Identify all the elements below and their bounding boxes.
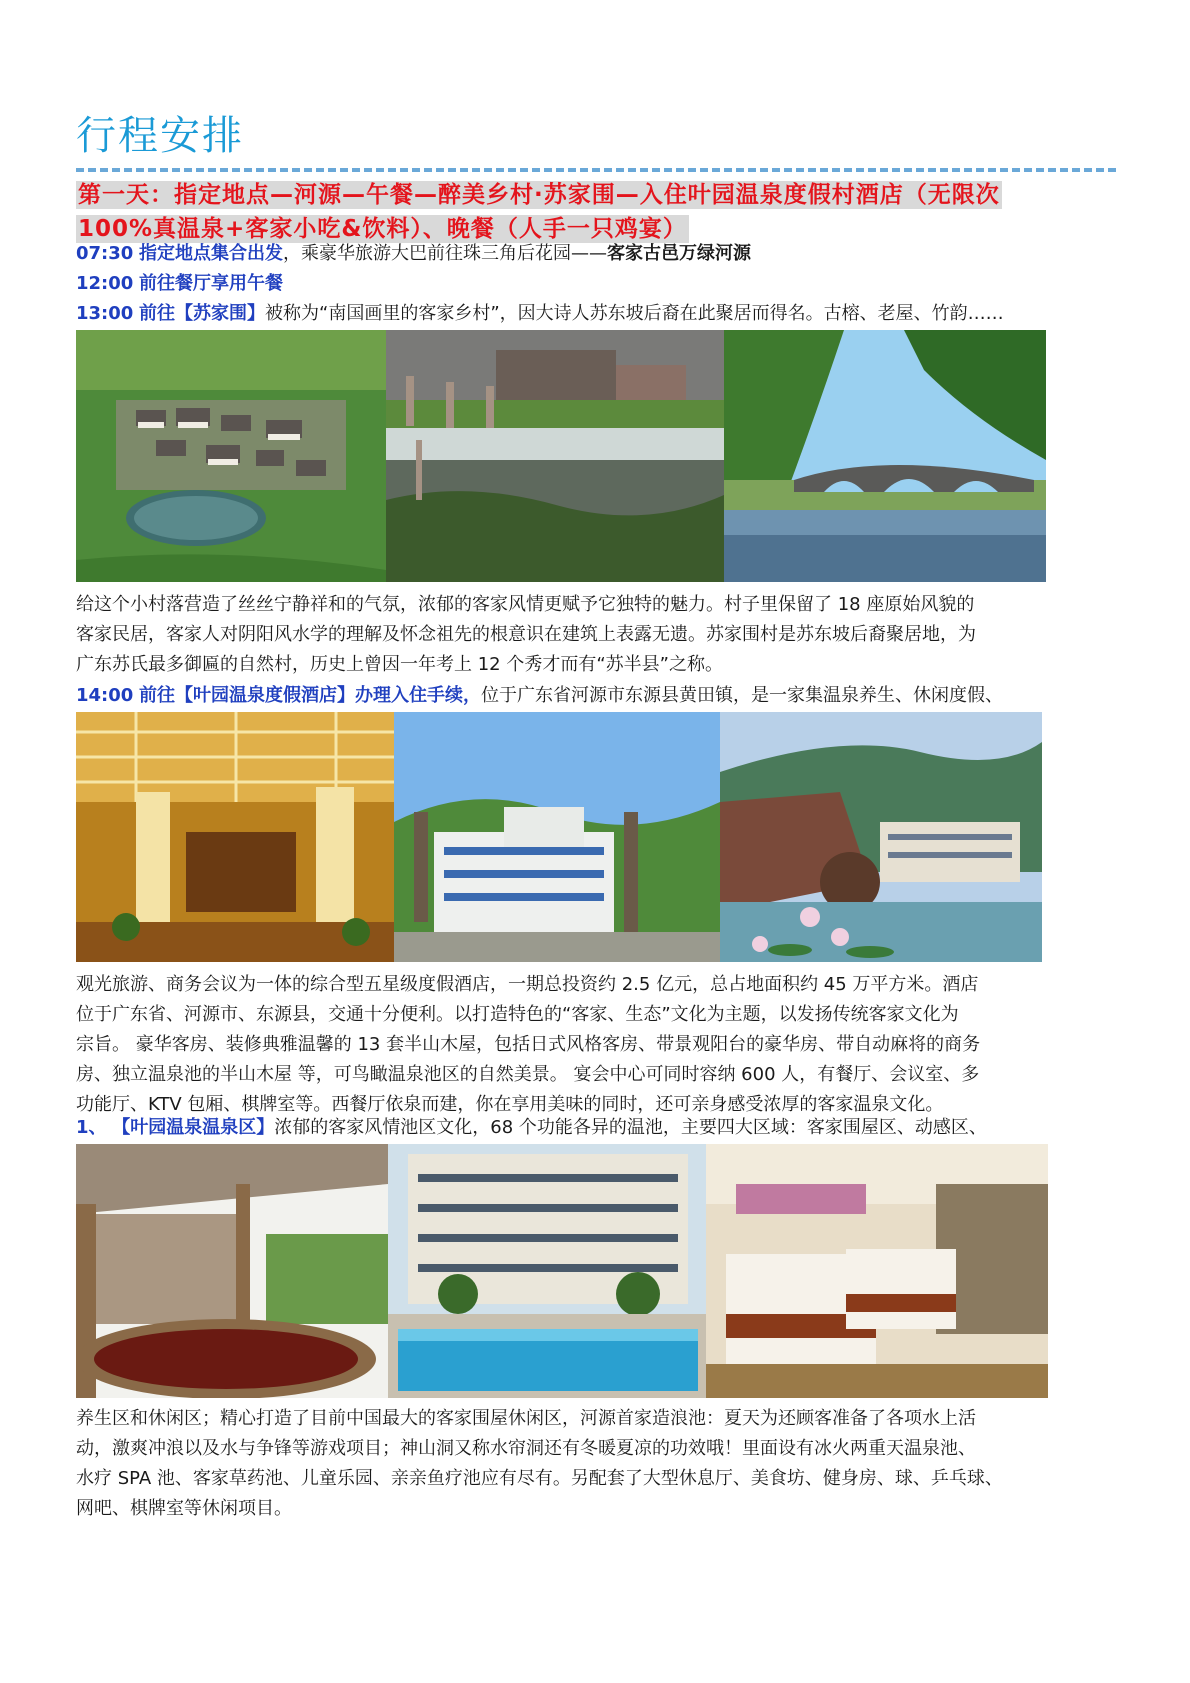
paragraph-line: 位于广东省、河源市、东源县，交通十分便利。以打造特色的“客家、生态”文化为主题，以发扬传统客家文化为	[76, 1004, 959, 1025]
time-label: 12:00	[76, 273, 134, 294]
outdoor-swimming-pool-photo	[388, 1144, 706, 1398]
item-title: 前往【叶园温泉度假酒店】办理入住手续，	[139, 685, 482, 706]
itinerary-0730	[76, 240, 1136, 268]
paragraph-line: 功能厅、KTV 包厢、棋牌室等。西餐厅依泉而建，你在享用美味的同时，还可亲身感受浓厚的客家温泉文化。	[76, 1094, 944, 1115]
village-pond-reflection-photo	[386, 330, 724, 582]
day1-heading	[76, 178, 1116, 246]
day1-heading-line2: 100%真温泉+客家小吃&饮料）、晚餐（人手一只鸡宴）	[78, 216, 687, 242]
paragraph-line: 给这个小村落营造了丝丝宁静祥和的气氛，浓郁的客家风情更赋予它独特的魅力。村子里保留了 18 座原始风貌的	[76, 594, 975, 615]
village-aerial-photo	[76, 330, 386, 582]
paragraph-line: 广东苏氏最多御匾的自然村，历史上曾因一年考上 12 个秀才而有“苏半县”之称。	[76, 654, 723, 675]
item-text: ，乘豪华旅游大巴前往珠三角后花园——	[283, 243, 608, 264]
guest-room-photo	[706, 1144, 1048, 1398]
paragraph-line: 养生区和休闲区；精心打造了目前中国最大的客家围屋休闲区，河源首家造浪池：夏天为还顾客准备了各项水上活	[76, 1408, 976, 1429]
paragraph-line: 观光旅游、商务会议为一体的综合型五星级度假酒店，一期总投资约 2.5 亿元，总占地面积约 45 万平方米。酒店	[76, 974, 979, 995]
item-highlight: 客家古邑万绿河源	[607, 243, 752, 264]
paragraph-line: 水疗 SPA 池、客家草药池、儿童乐园、亲亲鱼疗池应有尽有。另配套了大型休息厅、美食坊、健身房、球、乒乓球、	[76, 1468, 1003, 1489]
paragraph-line: 客家民居，客家人对阴阳风水学的理解及怀念祖先的根意识在建筑上表露无遗。苏家围村是苏东坡后裔聚居地，为	[76, 624, 976, 645]
page-title: 行程安排	[76, 113, 244, 159]
item-title: 前往餐厅享用午餐	[139, 273, 284, 294]
item-title: 前往【苏家围】	[139, 303, 266, 324]
stone-bridge-river-photo	[724, 330, 1046, 582]
section-number: 1、	[76, 1117, 107, 1138]
hotel-photo-row	[76, 712, 1128, 962]
item-title: 指定地点集合出发	[139, 243, 284, 264]
hotel-lobby-photo	[76, 712, 394, 962]
hotel-exterior-photo	[394, 712, 720, 962]
paragraph-line: 网吧、棋牌室等休闲项目。	[76, 1498, 292, 1519]
hotel-description	[76, 970, 1136, 1120]
day1-heading-line1: 第一天：指定地点—河源—午餐—醉美乡村·苏家围—入住叶园温泉度假村酒店（无限次	[78, 182, 1000, 208]
wooden-hot-spring-pool-photo	[76, 1144, 388, 1398]
item-text: 位于广东省河源市东源县黄田镇，是一家集温泉养生、休闲度假、	[481, 685, 1004, 706]
time-label: 14:00	[76, 685, 134, 706]
itinerary-1300	[76, 300, 1136, 328]
time-label: 13:00	[76, 303, 134, 324]
section-text: 浓郁的客家风情池区文化，68 个功能各异的温池，主要四大区域：客家围屋区、动感区、	[274, 1117, 987, 1138]
section-title: 【叶园温泉温泉区】	[112, 1117, 275, 1138]
paragraph-line: 宗旨。 豪华客房、装修典雅温馨的 13 套半山木屋，包括日式风格客房、带景观阳台的豪华房、带自动麻将的商务	[76, 1034, 981, 1055]
itinerary-1400	[76, 682, 1136, 710]
paragraph-line: 动，激爽冲浪以及水与争锋等游戏项目；神山洞又称水帘洞还有冬暖夏凉的功效哦！里面设有冰火两重天温泉池、	[76, 1438, 976, 1459]
paragraph-line: 房、独立温泉池的半山木屋 等，可鸟瞰温泉池区的自然美景。 宴会中心可同时容纳 600 人，有餐厅、会议室、多	[76, 1064, 980, 1085]
item-text: 被称为“南国画里的客家乡村”，因大诗人苏东坡后裔在此聚居而得名。古榕、老屋、竹韵……	[265, 303, 1004, 324]
sujiawei-description	[76, 590, 1136, 680]
hotel-garden-waterwheel-photo	[720, 712, 1042, 962]
itinerary-1200	[76, 270, 1136, 298]
hot-spring-description	[76, 1404, 1136, 1524]
dashed-divider	[76, 168, 1116, 172]
hot-spring-section	[76, 1114, 1136, 1142]
time-label: 07:30	[76, 243, 134, 264]
sujiawei-photo-row	[76, 330, 1128, 582]
spring-photo-row	[76, 1144, 1128, 1398]
